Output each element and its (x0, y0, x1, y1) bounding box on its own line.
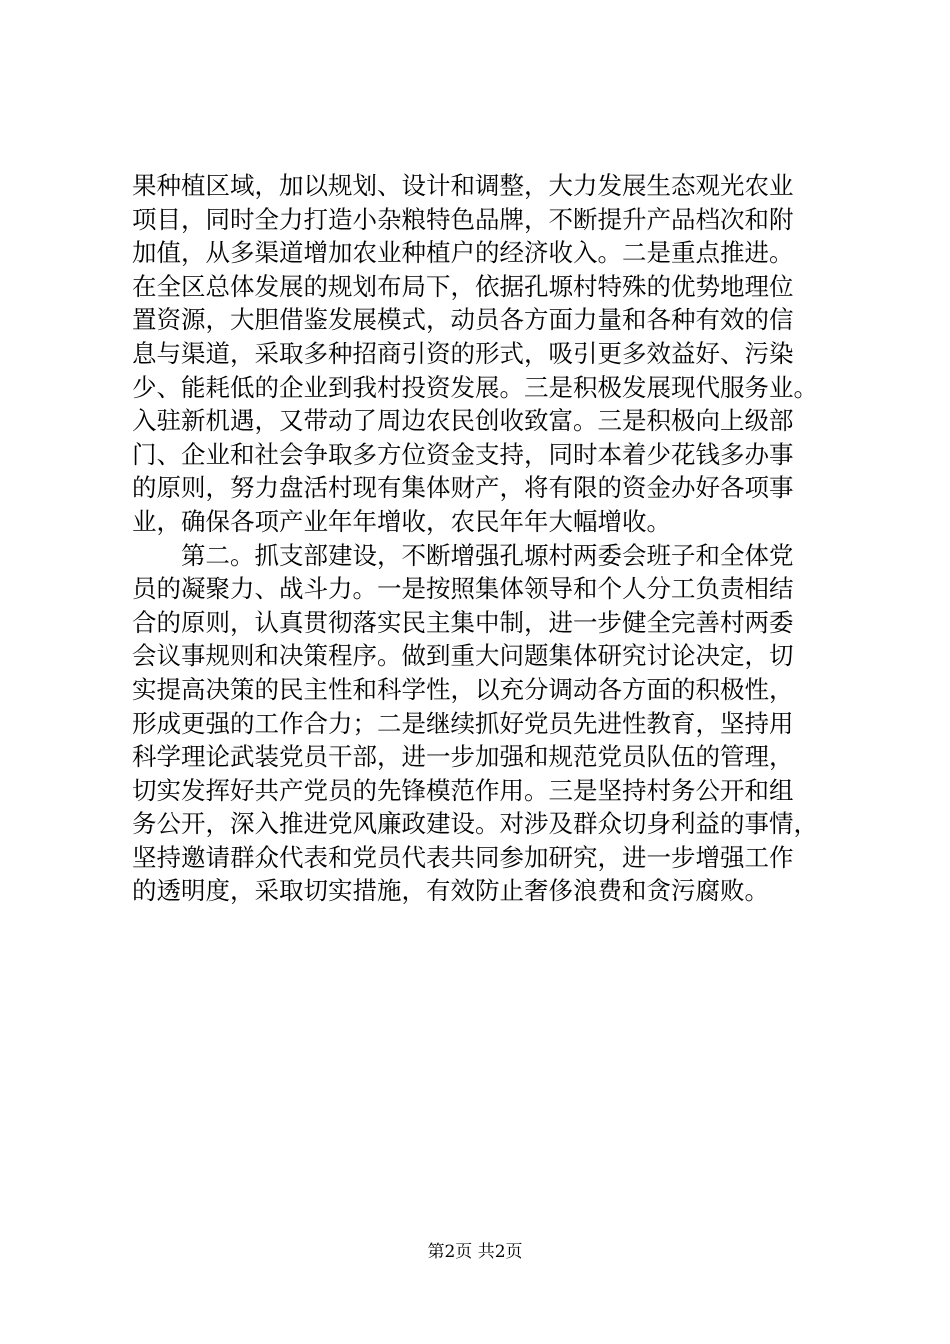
text-line: 务公开，深入推进党风廉政建设。对涉及群众切身利益的事情， (132, 809, 818, 839)
text-line: 业，确保各项产业年年增收，农民年年大幅增收。 (132, 506, 671, 536)
text-line: 入驻新机遇，又带动了周边农民创收致富。三是积极向上级部 (132, 406, 794, 436)
text-line: 的原则，努力盘活村现有集体财产，将有限的资金办好各项事 (132, 473, 794, 503)
text-line: 息与渠道，采取多种招商引资的形式，吸引更多效益好、污染 (132, 338, 794, 368)
text-line: 项目，同时全力打造小杂粮特色品牌，不断提升产品档次和附 (132, 204, 794, 234)
text-line: 的透明度，采取切实措施，有效防止奢侈浪费和贪污腐败。 (132, 876, 769, 906)
text-line: 形成更强的工作合力；二是继续抓好党员先进性教育，坚持用 (132, 708, 794, 738)
text-line: 置资源，大胆借鉴发展模式，动员各方面力量和各种有效的信 (132, 305, 794, 335)
text-line: 坚持邀请群众代表和党员代表共同参加研究，进一步增强工作 (132, 842, 794, 872)
text-line: 科学理论武装党员干部，进一步加强和规范党员队伍的管理， (132, 742, 794, 772)
text-line: 实提高决策的民主性和科学性，以充分调动各方面的积极性， (132, 674, 794, 704)
text-line: 合的原则，认真贯彻落实民主集中制，进一步健全完善村两委 (132, 607, 794, 637)
text-line: 会议事规则和决策程序。做到重大问题集体研究讨论决定，切 (132, 641, 794, 671)
text-line: 少、能耗低的企业到我村投资发展。三是积极发展现代服务业。 (132, 372, 818, 402)
text-line: 员的凝聚力、战斗力。一是按照集体领导和个人分工负责相结 (132, 574, 794, 604)
page-footer: 第2页 共2页 (427, 1242, 523, 1262)
text-line: 加值，从多渠道增加农业种植户的经济收入。二是重点推进。 (132, 238, 794, 268)
text-line: 在全区总体发展的规划布局下，依据孔塬村特殊的优势地理位 (132, 271, 794, 301)
text-line: 门、企业和社会争取多方位资金支持，同时本着少花钱多办事 (132, 439, 794, 469)
text-line: 切实发挥好共产党员的先锋模范作用。三是坚持村务公开和组 (132, 775, 794, 805)
body-text (132, 169, 832, 908)
text-line: 果种植区域，加以规划、设计和调整，大力发展生态观光农业 (132, 171, 794, 200)
text-line: 第二。抓支部建设，不断增强孔塬村两委会班子和全体党 (132, 540, 794, 570)
